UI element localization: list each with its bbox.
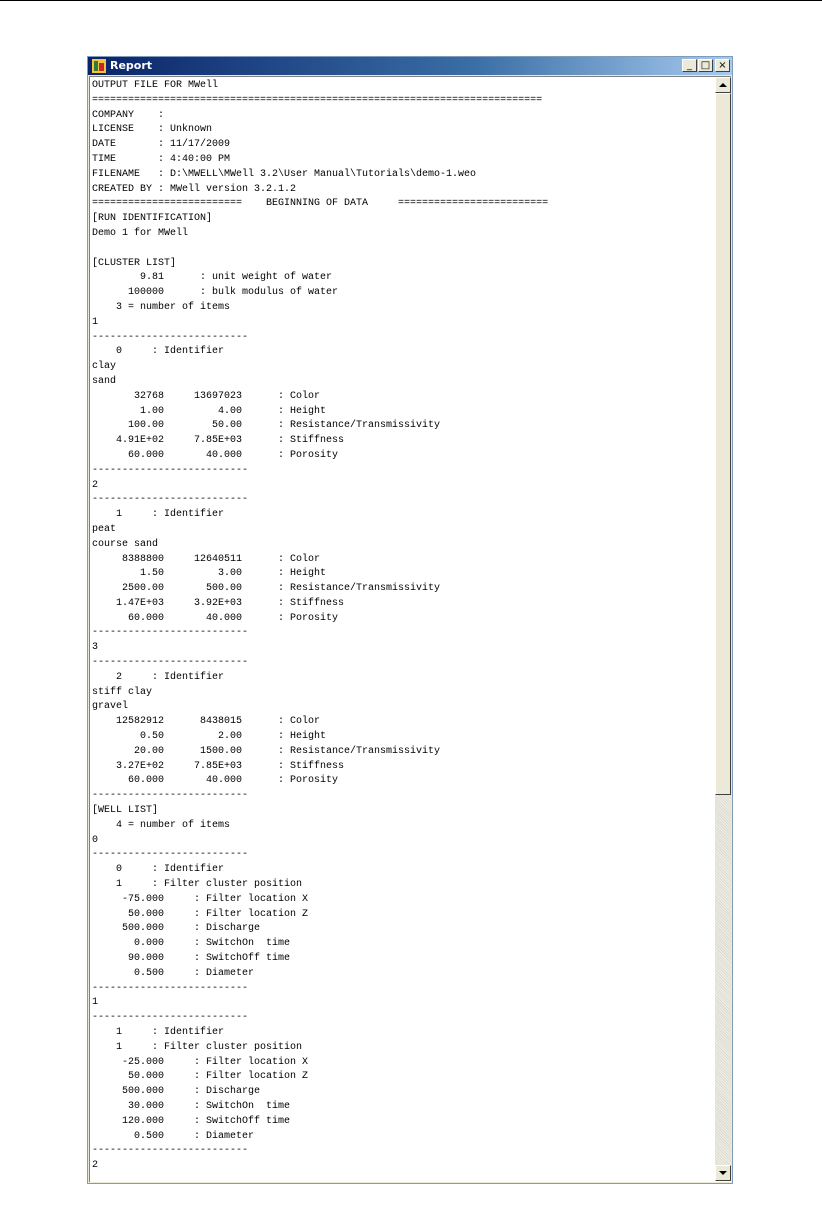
report-line: 1.47E+03 3.92E+03 : Stiffness: [92, 597, 345, 609]
report-line: 50.000 : Filter location Z: [92, 908, 309, 920]
report-line: COMPANY :: [92, 109, 165, 121]
app-icon: [92, 59, 106, 73]
report-line: clay: [92, 361, 117, 373]
minimize-button[interactable]: [682, 59, 697, 72]
report-line: 60.000 40.000 : Porosity: [92, 449, 339, 461]
report-line: 32768 13697023 : Color: [92, 390, 321, 402]
report-line: 1.50 3.00 : Height: [92, 568, 327, 580]
report-line: gravel: [92, 701, 129, 713]
maximize-button[interactable]: [698, 59, 713, 72]
report-text-area[interactable]: [92, 79, 712, 1179]
report-line: [RUN IDENTIFICATION]: [92, 213, 213, 225]
report-line: --------------------------: [92, 849, 249, 861]
report-line: CREATED BY : MWell version 3.2.1.2: [92, 183, 297, 195]
scroll-up-button[interactable]: [715, 77, 731, 93]
report-line: --------------------------: [92, 1012, 249, 1024]
caption-buttons: [681, 59, 730, 72]
report-line: 1 : Identifier: [92, 1027, 225, 1038]
report-line: 0 : Identifier: [92, 346, 225, 358]
arrow-up-icon: [719, 83, 727, 87]
report-line: 0.50 2.00 : Height: [92, 731, 327, 743]
report-line: 1.00 4.00 : Height: [92, 405, 327, 417]
report-line: TIME : 4:40:00 PM: [92, 153, 231, 165]
report-text: [92, 79, 712, 1174]
report-line: 9.81 : unit weight of water: [92, 272, 333, 284]
report-line: sand: [92, 375, 117, 387]
report-line: 1 : Filter cluster position: [92, 879, 303, 891]
report-line: 120.000 : SwitchOff time: [92, 1115, 291, 1127]
report-line: 500.000 : Discharge: [92, 1086, 261, 1098]
vertical-scrollbar[interactable]: [715, 77, 731, 1181]
report-line: 30.000 : SwitchOn time: [92, 1100, 291, 1112]
report-line: DATE : 11/17/2009: [92, 139, 231, 151]
report-line: course sand: [92, 538, 159, 550]
report-line: 50.000 : Filter location Z: [92, 1071, 309, 1083]
report-line: 0.500 : Diameter: [92, 1130, 255, 1142]
minimize-icon: _: [687, 59, 692, 71]
report-client-area: [89, 76, 731, 1182]
report-line: 100000 : bulk modulus of water: [92, 287, 339, 299]
report-line: --------------------------: [92, 790, 249, 802]
report-line: 2 : Identifier: [92, 671, 225, 683]
arrow-down-icon: [719, 1171, 727, 1175]
report-line: ========================= BEGINNING OF DATA =========================: [92, 198, 549, 210]
report-line: 2: [92, 479, 99, 491]
report-line: 60.000 40.000 : Porosity: [92, 612, 339, 624]
report-window: [87, 56, 733, 1184]
window-title: Report: [110, 59, 153, 72]
close-icon: ×: [718, 59, 727, 71]
report-line: stiff clay: [92, 686, 153, 698]
report-line: peat: [92, 523, 117, 535]
report-line: 0 : Identifier: [92, 864, 225, 876]
report-line: OUTPUT FILE FOR MWell: [92, 80, 219, 91]
report-line: 4 = number of items: [92, 819, 231, 831]
report-line: 2500.00 500.00 : Resistance/Transmissivity: [92, 583, 441, 595]
report-line: 3 = number of items: [92, 301, 231, 313]
report-line: 8388800 12640511 : Color: [92, 553, 321, 565]
report-line: FILENAME : D:\MWELL\MWell 3.2\User Manual\Tutorials\demo-1.weo: [92, 168, 477, 180]
report-line: --------------------------: [92, 657, 249, 669]
report-line: Demo 1 for MWell: [92, 227, 189, 239]
report-line: --------------------------: [92, 331, 249, 343]
report-line: [CLUSTER LIST]: [92, 257, 177, 269]
report-line: 4.91E+02 7.85E+03 : Stiffness: [92, 435, 345, 447]
report-line: [WELL LIST]: [92, 805, 159, 817]
report-line: 500.000 : Discharge: [92, 923, 261, 935]
page-top-rule: [0, 0, 822, 1]
report-line: --------------------------: [92, 627, 249, 639]
report-line: 100.00 50.00 : Resistance/Transmissivity: [92, 420, 441, 432]
title-bar[interactable]: [88, 57, 732, 75]
report-line: 1: [92, 316, 99, 328]
report-line: 90.000 : SwitchOff time: [92, 953, 291, 965]
close-button[interactable]: [715, 59, 730, 72]
report-line: -25.000 : Filter location X: [92, 1056, 309, 1068]
report-line: 60.000 40.000 : Porosity: [92, 775, 339, 787]
report-line: 3.27E+02 7.85E+03 : Stiffness: [92, 760, 345, 772]
report-line: ===========================================================================: [92, 94, 543, 106]
report-line: 3: [92, 642, 99, 654]
report-line: --------------------------: [92, 464, 249, 476]
report-line: 1 : Identifier: [92, 509, 225, 521]
report-line: 1: [92, 997, 99, 1009]
scrollbar-thumb[interactable]: [715, 93, 731, 795]
scroll-down-button[interactable]: [715, 1165, 731, 1181]
report-line: 0: [92, 834, 99, 846]
report-line: --------------------------: [92, 494, 249, 506]
maximize-icon: □: [700, 59, 711, 71]
report-line: 20.00 1500.00 : Resistance/Transmissivity: [92, 745, 441, 757]
report-line: --------------------------: [92, 1145, 249, 1157]
report-line: --------------------------: [92, 982, 249, 994]
report-line: 1 : Filter cluster position: [92, 1041, 303, 1053]
report-line: 0.000 : SwitchOn time: [92, 938, 291, 950]
report-line: 0.500 : Diameter: [92, 967, 255, 979]
report-line: 12582912 8438015 : Color: [92, 716, 321, 728]
report-line: LICENSE : Unknown: [92, 124, 213, 136]
report-line: 2: [92, 1160, 99, 1172]
report-line: -75.000 : Filter location X: [92, 893, 309, 905]
